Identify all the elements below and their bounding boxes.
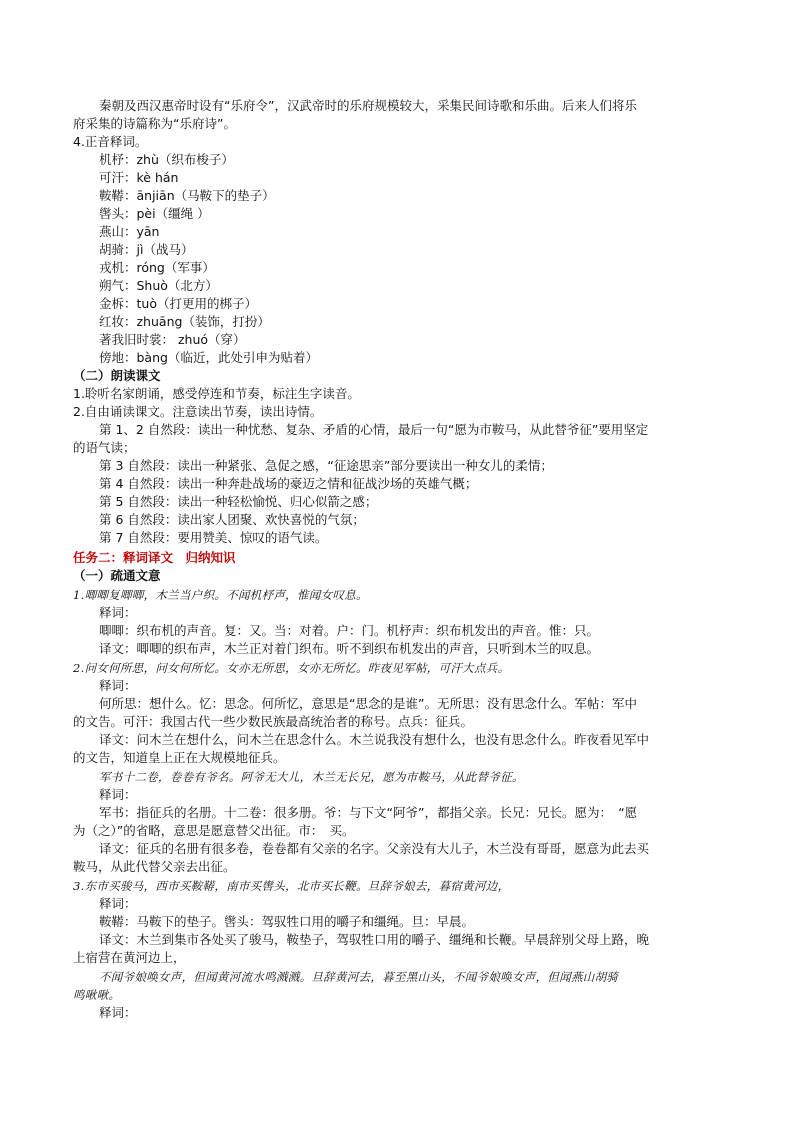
passage-1-gloss-label: 释词：	[99, 605, 137, 620]
passage-3b-original-cont: 鸣啾啾。	[73, 988, 121, 1002]
pronunciation-item: 红妆：zhuāng（装饰，打扮）	[99, 314, 270, 329]
reading-para-7: 第 7 自然段：要用赞美、惊叹的语气读。	[99, 530, 328, 545]
pronunciation-item: 可汗：kè hán	[99, 170, 179, 185]
reading-section-title: （二）朗读课文	[73, 368, 161, 383]
pronunciation-item: 金柝：tuò（打更用的梆子）	[99, 296, 257, 311]
reading-para-6: 第 6 自然段：读出家人团聚、欢快喜悦的气氛；	[99, 512, 365, 527]
passage-2-gloss-cont: 的文告。可汗：我国古代一些少数民族最高统治者的称号。点兵：征兵。	[73, 714, 474, 729]
pronunciation-item: 傍地：bàng（临近，此处引申为贴着）	[99, 350, 318, 365]
passage-2b-gloss: 军书：指征兵的名册。十二卷：很多册。爷：与下文“阿爷”，都指父亲。长兄：兄长。愿为： “愿	[99, 805, 638, 820]
reading-para-1-cont: 的语气读；	[73, 440, 136, 455]
passage-2-gloss: 何所思：想什么。忆：思念。何所忆，意思是“思念的是谁”。无所思：没有思念什么。军帖：军中	[99, 696, 637, 711]
reading-para-1: 第 1、2 自然段：读出一种忧愁、复杂、矛盾的心情，最后一句“愿为市鞍马，从此替爷征”要用坚定	[99, 422, 649, 437]
reading-step-1: 1.聆听名家朗诵，感受停连和节奏，标注生字读音。	[73, 386, 360, 401]
passage-2b-gloss-label: 释词：	[99, 787, 137, 802]
pronunciation-item: 朔气：Shuò（北方）	[99, 278, 218, 293]
section-4-title: 4.正音释词。	[73, 134, 148, 149]
intro-line-2: 府采集的诗篇称为“乐府诗”。	[73, 116, 236, 131]
passage-3-gloss-label: 释词：	[99, 896, 137, 911]
passage-3-translation: 译文：木兰到集市各处买了骏马，鞍垫子，驾驭牲口用的嚼子、缰绳和长鞭。早晨辞别父母上路，晚	[99, 932, 650, 947]
passage-2b-original: 军书十二卷，卷卷有爷名。阿爷无大儿，木兰无长兄，愿为市鞍马，从此替爷征。	[99, 770, 524, 784]
reading-step-2: 2.自由诵读课文。注意读出节奏，读出诗情。	[73, 404, 323, 419]
pronunciation-item: 鞍鞯：ānjiān（马鞍下的垫子）	[99, 188, 275, 203]
intro-line-1: 秦朝及西汉惠帝时设有“乐府令”，汉武帝时的乐府规模较大，采集民间诗歌和乐曲。后来人们将乐	[99, 98, 637, 113]
passage-3-gloss: 鞍鞯：马鞍下的垫子。辔头：驾驭牲口用的嚼子和缰绳。旦：早晨。	[99, 914, 475, 929]
pronunciation-item: 燕山：yān	[99, 224, 160, 239]
passage-3b-original: 不闻爷娘唤女声，但闻黄河流水鸣溅溅。旦辞黄河去，暮至黑山头，不闻爷娘唤女声，但闻燕山胡骑	[99, 970, 619, 984]
pronunciation-item: 戎机：róng（军事）	[99, 260, 215, 275]
passage-2-gloss-label: 释词：	[99, 678, 137, 693]
passage-2b-gloss-cont: 为（之）”的省略，意思是愿意替父出征。市： 买。	[73, 823, 355, 838]
pronunciation-item: 辔头：pèi（缰绳 ）	[99, 206, 210, 221]
passage-2b-translation: 译文：征兵的名册有很多卷，卷卷都有父亲的名字。父亲没有大儿子，木兰没有哥哥，愿意为此去买	[99, 841, 650, 856]
passage-2-translation: 译文：问木兰在想什么，问木兰在思念什么。木兰说我没有想什么，也没有思念什么。昨夜看见军中	[99, 732, 650, 747]
task-2-subtitle: （一）疏通文意	[73, 568, 161, 583]
passage-2-original: 2.问女何所思，问女何所忆。女亦无所思，女亦无所忆。昨夜见军帖，可汗大点兵。	[73, 661, 510, 675]
task-2-heading: 任务二：释词译文 归纳知识	[73, 550, 236, 565]
reading-para-5: 第 5 自然段：读出一种轻松愉悦、归心似箭之感；	[99, 494, 378, 509]
passage-1-original: 1.唧唧复唧唧，木兰当户织。不闻机杼声，惟闻女叹息。	[73, 588, 368, 602]
passage-1-translation: 译文：唧唧的织布声，木兰正对着门织布。听不到织布机发出的声音，只听到木兰的叹息。	[99, 641, 600, 656]
reading-para-4: 第 4 自然段：读出一种奔赴战场的豪迈之情和征战沙场的英雄气概；	[99, 476, 478, 491]
passage-2-translation-cont: 的文告，知道皇上正在大规模地征兵。	[73, 750, 286, 765]
passage-2b-translation-cont: 鞍马，从此代替父亲去出征。	[73, 859, 236, 874]
passage-3-translation-cont: 上宿营在黄河边上，	[73, 950, 186, 965]
reading-para-3: 第 3 自然段：读出一种紧张、急促之感，“征途思亲”部分要读出一种女儿的柔情；	[99, 458, 553, 473]
passage-1-gloss: 唧唧：织布机的声音。复：又。当：对着。户：门。机杼声：织布机发出的声音。惟：只。	[99, 623, 600, 638]
pronunciation-item: 胡骑：jì（战马）	[99, 242, 194, 257]
pronunciation-item: 机杼：zhù（织布梭子）	[99, 152, 234, 167]
pronunciation-item: 著我旧时裳： zhuó（穿）	[99, 332, 246, 347]
passage-3b-gloss-label: 释词：	[99, 1005, 137, 1020]
passage-3-original: 3.东市买骏马，西市买鞍鞯，南市买辔头，北市买长鞭。旦辞爷娘去，暮宿黄河边，	[73, 879, 510, 893]
